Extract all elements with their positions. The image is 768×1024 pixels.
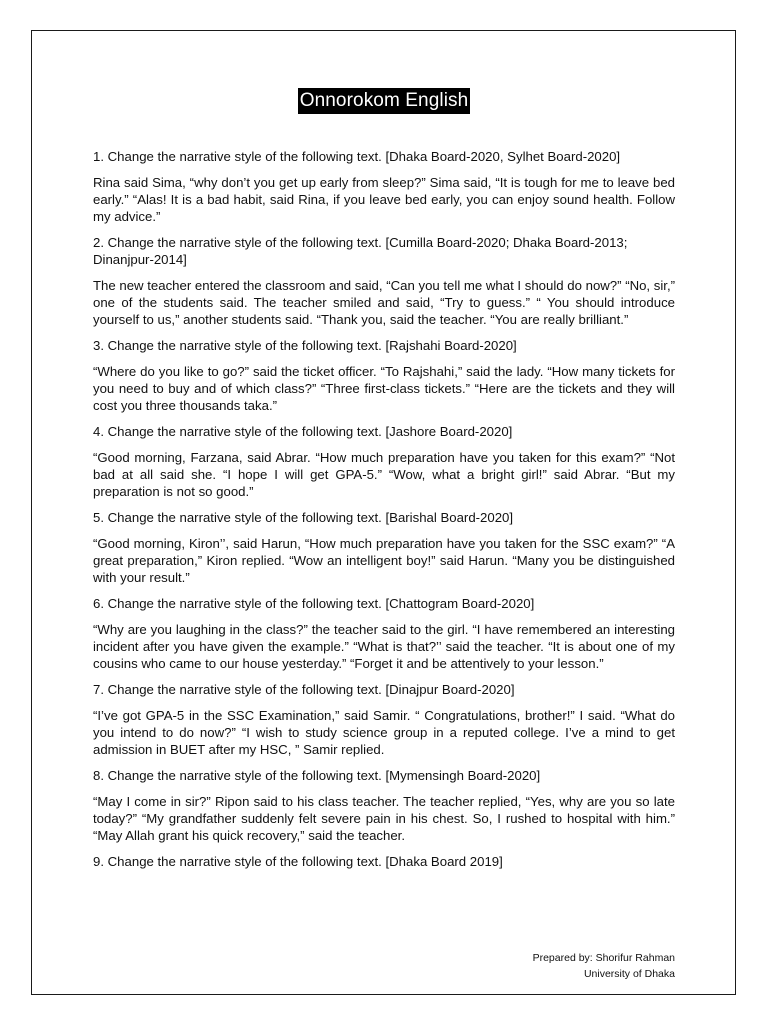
passage-5: “Good morning, Kiron’’, said Harun, “How much preparation have you taken for the SSC exam?” “A great preparation,” Kiron replied. “Wow an intelligent boy!” said Harun. “Many you be distinguished with your result.” <box>93 536 675 586</box>
question-1: 1. Change the narrative style of the following text. [Dhaka Board-2020, Sylhet Board-2020] <box>93 149 621 164</box>
question-5: 5. Change the narrative style of the following text. [Barishal Board-2020] <box>93 510 514 526</box>
question-6: 6. Change the narrative style of the following text. [Chattogram Board-2020] <box>93 596 535 612</box>
question-8: 8. Change the narrative style of the following text. [Mymensingh Board-2020] <box>93 768 541 784</box>
question-3: 3. Change the narrative style of the following text. [Rajshahi Board-2020] <box>93 338 517 354</box>
prepared-by: Prepared by: Shorifur Rahman <box>532 952 675 964</box>
passage-2: The new teacher entered the classroom and said, “Can you tell me what I should do now?” “No, sir,” one of the students said. The teacher smiled and said, “Try to guess.” “ You should introduce yourself to us,” another students said. “Thank you, said the teacher. “You are really brilliant.” <box>93 278 676 328</box>
passage-1: Rina said Sima, “why don’t you get up early from sleep?” Sima said, “It is tough for me to leave bed early.” “Alas! It is a bad habit, said Rina, if you leave bed early, you can enjoy sound health. Follow my advice.” <box>93 174 675 225</box>
title-container <box>0 88 768 114</box>
passage-3: “Where do you like to go?” said the ticket officer. “To Rajshahi,” said the lady. “How many tickets for you need to buy and of which class?” “Three first-class tickets.” “Here are the tickets and they will cost you three thousands taka.” <box>93 364 675 414</box>
institution: University of Dhaka <box>583 968 675 980</box>
question-9: 9. Change the narrative style of the following text. [Dhaka Board 2019] <box>93 854 503 870</box>
passage-6: “Why are you laughing in the class?” the teacher said to the girl. “I have remembered an interesting incident after you have given the example.” “What is that?’’ said the teacher. “It is about one of my cousins who came to our house yesterday.” “Forget it and be attentively to your lesson.” <box>93 622 675 672</box>
passage-7: “I’ve got GPA-5 in the SSC Examination,” said Samir. “ Congratulations, brother!” I said. “What do you intend to do now?” “I wish to study science group in a reputed college. I’ve a mind to get admission in BUET after my HSC, ” Samir replied. <box>93 708 675 758</box>
document-body <box>93 148 675 879</box>
question-2: 2. Change the narrative style of the following text. [Cumilla Board-2020; Dhaka Board-2013; Dinanjpur-2014] <box>93 235 628 268</box>
question-7: 7. Change the narrative style of the following text. [Dinajpur Board-2020] <box>93 682 515 698</box>
passage-4: “Good morning, Farzana, said Abrar. “How much preparation have you taken for this exam?” “Not bad at all said she. “I hope I will get GPA-5.” “Wow, what a bright girl!” said Abrar. “But my preparation is not so good.” <box>93 450 675 500</box>
passage-8: “May I come in sir?” Ripon said to his class teacher. The teacher replied, “Yes, why are you so late today?” “My grandfather suddenly felt severe pain in his chest. So, I rushed to hospital with him.” “May Allah grant his quick recovery,” said the teacher. <box>93 794 675 844</box>
document-title: Onnorokom English <box>298 88 471 114</box>
question-4: 4. Change the narrative style of the following text. [Jashore Board-2020] <box>93 424 513 440</box>
footer-credits <box>533 950 675 982</box>
